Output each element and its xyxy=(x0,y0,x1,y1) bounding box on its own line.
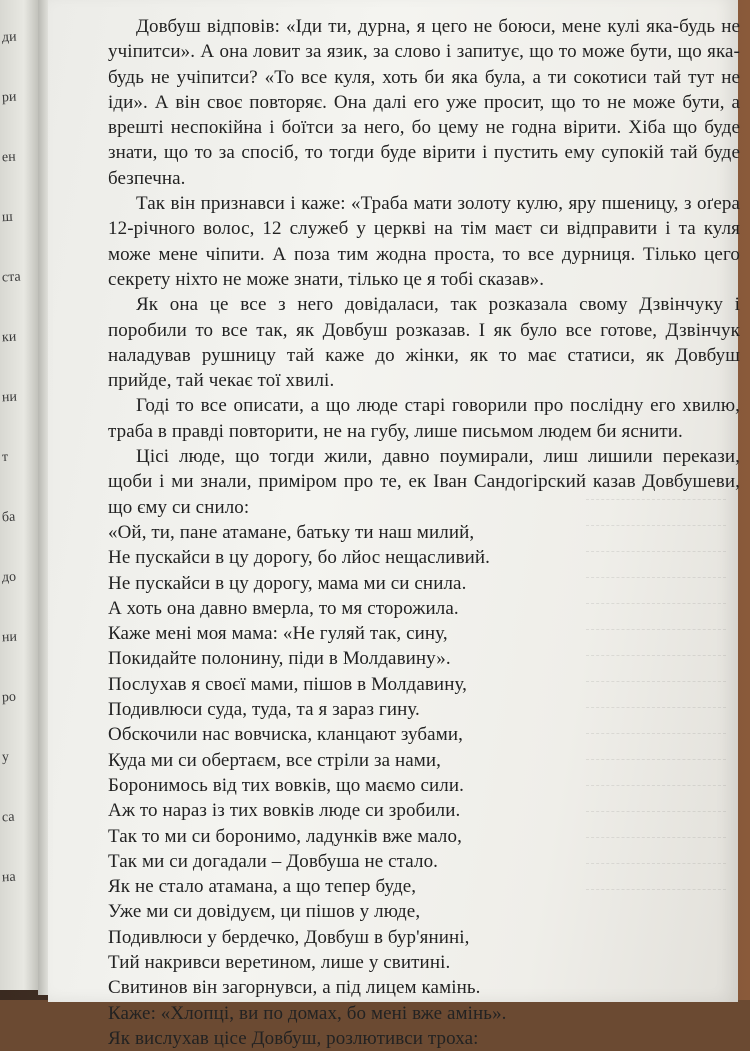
verse-line: Обскочили нас вовчиска, кланцают зубами, xyxy=(108,724,463,746)
verse-line: Послухав я своєї мами, пішов в Молдавину, xyxy=(108,673,468,695)
side-fragment: на xyxy=(1,869,17,886)
side-fragment: ш xyxy=(1,209,14,226)
side-fragment: ри xyxy=(1,89,17,106)
verse-line: Каже: «Хлопці, ви по домах, бо мені вже амінь». xyxy=(108,1002,507,1024)
verse-line: Уже ми си довідуєм, ци пішов у люде, xyxy=(108,901,421,923)
side-fragment: ди xyxy=(1,29,17,46)
side-fragment: т xyxy=(1,449,9,466)
side-fragment: ба xyxy=(1,509,16,526)
paragraph: Довбуш відповів: «Іди ти, дурна, я цего не боюси, мене кулі яка-будь не учіпитси». А она ловит за язик, за слово і запитує, що то може бути, що яка-будь не учіпитси? «То все куля, хоть би яка була, а ти сокотиси тай тут не іди». А він своє повторяє. Она далі его уже просит, що то не може бути, а врешті неспокійна і боїтси за него, бо цему не годна вірити. Хіба що буде знати, що то за спосіб, то тогди буде вірити і пустить ему супокій тай буде безпечна. xyxy=(108,16,740,189)
verse-line: Подивлюси у бердечко, Довбуш в бур'янині, xyxy=(108,926,470,948)
page-text xyxy=(108,14,740,1051)
verse-block xyxy=(108,520,740,1051)
verse-line: Подивлюси суда, туда, та я зараз гину. xyxy=(108,699,420,721)
verse-line: Аж то нараз із тих вовків люде си зробили. xyxy=(108,800,461,822)
verse-line: Боронимось від тих вовків, що маємо сили. xyxy=(108,774,465,796)
side-fragment: са xyxy=(1,809,15,826)
verse-line: Як не стало атамана, а що тепер буде, xyxy=(108,876,417,898)
paragraph: Так він признавси і каже: «Траба мати золоту кулю, яру пшеницу, з оґера 12-річного волос, 12 служеб у церкві на тім маєт си відправити і та куля може мене чіпити. А поза тим жодна проста, то все дурниця. Тілько цего секрету ніхто не може знати, тілько це я тобі сказав». xyxy=(108,193,740,290)
adjacent-page xyxy=(0,0,41,990)
verse-line: Свитинов він загорнувси, а під лицем камінь. xyxy=(108,977,481,999)
verse-line: Тий накривси веретином, лише у свитині. xyxy=(108,951,451,973)
paragraph: Як она це все з него довідаласи, так розказала свому Дзвінчуку і поробили то все так, як Довбуш розказав. І як було все готове, Дзвінчук наладував рушницу тай каже до жінки, як то має статиси, як Довбуш прийде, тай чекає тої хвилі. xyxy=(108,294,740,392)
verse-line: Не пускайси в цу дорогу, бо лйос нещасливий. xyxy=(108,547,491,569)
verse-line: Покидайте полонину, піди в Молдавину». xyxy=(108,648,451,670)
verse-line: Так то ми си боронимо, ладунків вже мало, xyxy=(108,825,462,847)
side-fragment: до xyxy=(1,569,17,586)
verse-line: А хоть она давно вмерла, то мя сторожила. xyxy=(108,597,459,619)
side-fragment: ро xyxy=(1,689,17,706)
verse-line: Каже мені моя мама: «Не гуляй так, сину, xyxy=(108,623,448,645)
verse-line: Не пускайси в цу дорогу, мама ми си снила. xyxy=(108,572,467,594)
side-fragment: ни xyxy=(1,389,18,406)
verse-line: Як вислухав цісе Довбуш, розлютивси троха: xyxy=(108,1027,479,1049)
verse-line: «Ой, ти, пане атамане, батьку ти наш милий, xyxy=(108,521,475,543)
side-fragment: у xyxy=(1,749,10,766)
paragraph: Годі то все описати, а що люде старі говорили про послідну его хвилю, траба в правді повторити, не на губу, лише письмом людем би яснити. xyxy=(108,395,740,442)
side-fragment: ни xyxy=(1,629,18,646)
paragraph: Цісі люде, що тогди жили, давно поумирали, лиш лишили перекази, щоби і ми знали, приміром про те, ек Іван Сандогірский казав Довбушеви, що єму си снило: xyxy=(108,446,740,518)
book-page xyxy=(48,0,740,1049)
side-fragment: ен xyxy=(1,149,17,166)
side-fragment: ки xyxy=(1,329,17,346)
verse-line: Куда ми си обертаєм, все стріли за нами, xyxy=(108,749,442,771)
verse-line: Так ми си догадали – Довбуша не стало. xyxy=(108,850,439,872)
side-fragment: ста xyxy=(1,269,22,286)
